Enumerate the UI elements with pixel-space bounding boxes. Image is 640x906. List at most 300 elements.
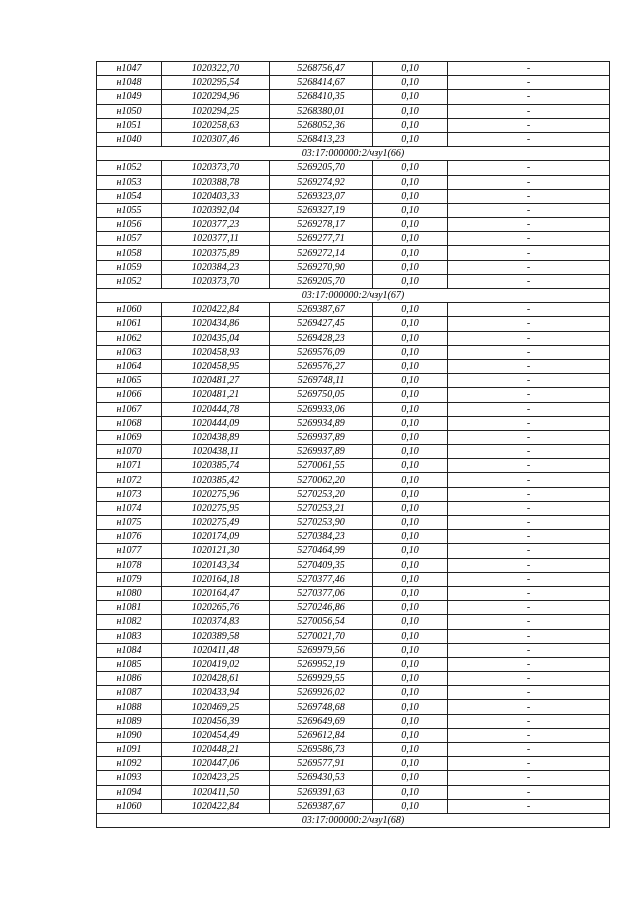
accuracy-cell: 0,10 [373,203,448,217]
table-row [97,601,610,615]
table-row [97,303,610,317]
y-coordinate-cell: 5269926,02 [270,686,373,700]
table-row [97,260,610,274]
table-row [97,714,610,728]
accuracy-cell: 0,10 [373,700,448,714]
description-cell: - [448,303,610,317]
point-name-cell: н1048 [97,76,162,90]
y-coordinate-cell: 5269937,89 [270,445,373,459]
x-coordinate-cell: 1020458,95 [162,359,270,373]
x-coordinate-cell: 1020469,25 [162,700,270,714]
y-coordinate-cell: 5268052,36 [270,118,373,132]
accuracy-cell: 0,10 [373,785,448,799]
y-coordinate-cell: 5269933,06 [270,402,373,416]
table-row [97,218,610,232]
description-cell: - [448,643,610,657]
table-row [97,558,610,572]
point-name-cell: н1057 [97,232,162,246]
description-cell: - [448,62,610,76]
table-row [97,189,610,203]
accuracy-cell: 0,10 [373,487,448,501]
point-name-cell: н1090 [97,728,162,742]
point-name-cell: н1087 [97,686,162,700]
point-name-cell: н1066 [97,388,162,402]
point-name-cell: н1064 [97,359,162,373]
accuracy-cell: 0,10 [373,672,448,686]
table-row [97,62,610,76]
point-name-cell: н1072 [97,473,162,487]
description-cell: - [448,132,610,146]
description-cell: - [448,104,610,118]
point-name-cell: н1060 [97,303,162,317]
y-coordinate-cell: 5270253,20 [270,487,373,501]
y-coordinate-cell: 5269270,90 [270,260,373,274]
accuracy-cell: 0,10 [373,104,448,118]
table-row [97,161,610,175]
point-name-cell: н1059 [97,260,162,274]
y-coordinate-cell: 5269612,84 [270,728,373,742]
description-cell: - [448,203,610,217]
table-row [97,430,610,444]
cadastral-number-cell: 03:17:000000:2/чзу1(66) [97,147,610,161]
accuracy-cell: 0,10 [373,303,448,317]
x-coordinate-cell: 1020454,49 [162,728,270,742]
description-cell: - [448,175,610,189]
description-cell: - [448,232,610,246]
x-coordinate-cell: 1020322,70 [162,62,270,76]
y-coordinate-cell: 5268756,47 [270,62,373,76]
accuracy-cell: 0,10 [373,218,448,232]
description-cell: - [448,686,610,700]
accuracy-cell: 0,10 [373,388,448,402]
point-name-cell: н1094 [97,785,162,799]
y-coordinate-cell: 5268410,35 [270,90,373,104]
table-row [97,672,610,686]
x-coordinate-cell: 1020456,39 [162,714,270,728]
x-coordinate-cell: 1020275,96 [162,487,270,501]
x-coordinate-cell: 1020447,06 [162,757,270,771]
accuracy-cell: 0,10 [373,430,448,444]
accuracy-cell: 0,10 [373,743,448,757]
x-coordinate-cell: 1020307,46 [162,132,270,146]
description-cell: - [448,615,610,629]
point-name-cell: н1077 [97,544,162,558]
x-coordinate-cell: 1020121,30 [162,544,270,558]
description-cell: - [448,487,610,501]
table-row [97,76,610,90]
accuracy-cell: 0,10 [373,345,448,359]
accuracy-cell: 0,10 [373,686,448,700]
point-name-cell: н1089 [97,714,162,728]
table-row [97,459,610,473]
y-coordinate-cell: 5270253,90 [270,516,373,530]
description-cell: - [448,757,610,771]
table-row [97,544,610,558]
x-coordinate-cell: 1020435,04 [162,331,270,345]
table-row [97,132,610,146]
point-name-cell: н1067 [97,402,162,416]
y-coordinate-cell: 5269934,89 [270,416,373,430]
point-name-cell: н1073 [97,487,162,501]
point-name-cell: н1078 [97,558,162,572]
table-row [97,388,610,402]
x-coordinate-cell: 1020373,70 [162,161,270,175]
point-name-cell: н1093 [97,771,162,785]
accuracy-cell: 0,10 [373,445,448,459]
point-name-cell: н1068 [97,416,162,430]
description-cell: - [448,700,610,714]
y-coordinate-cell: 5269430,53 [270,771,373,785]
y-coordinate-cell: 5270409,35 [270,558,373,572]
point-name-cell: н1076 [97,530,162,544]
y-coordinate-cell: 5269937,89 [270,430,373,444]
table-row [97,402,610,416]
y-coordinate-cell: 5270061,55 [270,459,373,473]
point-name-cell: н1088 [97,700,162,714]
table-row [97,118,610,132]
description-cell: - [448,359,610,373]
point-name-cell: н1069 [97,430,162,444]
y-coordinate-cell: 5269748,11 [270,374,373,388]
description-cell: - [448,459,610,473]
cadastral-number-cell: 03:17:000000:2/чзу1(68) [97,813,610,827]
point-name-cell: н1092 [97,757,162,771]
x-coordinate-cell: 1020433,94 [162,686,270,700]
description-cell: - [448,558,610,572]
y-coordinate-cell: 5270253,21 [270,501,373,515]
accuracy-cell: 0,10 [373,118,448,132]
table-row [97,700,610,714]
x-coordinate-cell: 1020422,84 [162,799,270,813]
y-coordinate-cell: 5268413,23 [270,132,373,146]
point-name-cell: н1056 [97,218,162,232]
point-name-cell: н1055 [97,203,162,217]
x-coordinate-cell: 1020444,09 [162,416,270,430]
table-row [97,246,610,260]
y-coordinate-cell: 5269576,09 [270,345,373,359]
accuracy-cell: 0,10 [373,359,448,373]
point-name-cell: н1079 [97,572,162,586]
y-coordinate-cell: 5269387,67 [270,799,373,813]
table-row [97,629,610,643]
x-coordinate-cell: 1020258,63 [162,118,270,132]
point-name-cell: н1081 [97,601,162,615]
description-cell: - [448,76,610,90]
x-coordinate-cell: 1020458,93 [162,345,270,359]
y-coordinate-cell: 5269391,63 [270,785,373,799]
x-coordinate-cell: 1020294,25 [162,104,270,118]
table-row [97,586,610,600]
accuracy-cell: 0,10 [373,615,448,629]
y-coordinate-cell: 5270377,06 [270,586,373,600]
table-row [97,90,610,104]
x-coordinate-cell: 1020275,49 [162,516,270,530]
point-name-cell: н1074 [97,501,162,515]
point-name-cell: н1050 [97,104,162,118]
x-coordinate-cell: 1020377,11 [162,232,270,246]
description-cell: - [448,317,610,331]
cadastral-section-row [97,813,610,827]
x-coordinate-cell: 1020373,70 [162,274,270,288]
table-row [97,615,610,629]
y-coordinate-cell: 5269750,05 [270,388,373,402]
y-coordinate-cell: 5269748,68 [270,700,373,714]
x-coordinate-cell: 1020384,23 [162,260,270,274]
x-coordinate-cell: 1020374,83 [162,615,270,629]
table-row [97,345,610,359]
accuracy-cell: 0,10 [373,757,448,771]
description-cell: - [448,657,610,671]
description-cell: - [448,473,610,487]
accuracy-cell: 0,10 [373,274,448,288]
description-cell: - [448,771,610,785]
accuracy-cell: 0,10 [373,643,448,657]
table-row [97,743,610,757]
y-coordinate-cell: 5268380,01 [270,104,373,118]
accuracy-cell: 0,10 [373,175,448,189]
x-coordinate-cell: 1020419,02 [162,657,270,671]
table-row [97,728,610,742]
point-name-cell: н1047 [97,62,162,76]
accuracy-cell: 0,10 [373,530,448,544]
y-coordinate-cell: 5269649,69 [270,714,373,728]
accuracy-cell: 0,10 [373,331,448,345]
table-row [97,232,610,246]
accuracy-cell: 0,10 [373,132,448,146]
point-name-cell: н1080 [97,586,162,600]
accuracy-cell: 0,10 [373,90,448,104]
table-row [97,203,610,217]
point-name-cell: н1054 [97,189,162,203]
y-coordinate-cell: 5269979,56 [270,643,373,657]
cadastral-number-cell: 03:17:000000:2/чзу1(67) [97,289,610,303]
accuracy-cell: 0,10 [373,714,448,728]
description-cell: - [448,402,610,416]
description-cell: - [448,743,610,757]
description-cell: - [448,118,610,132]
accuracy-cell: 0,10 [373,473,448,487]
x-coordinate-cell: 1020265,76 [162,601,270,615]
description-cell: - [448,572,610,586]
point-name-cell: н1052 [97,161,162,175]
description-cell: - [448,345,610,359]
y-coordinate-cell: 5269277,71 [270,232,373,246]
description-cell: - [448,189,610,203]
accuracy-cell: 0,10 [373,572,448,586]
x-coordinate-cell: 1020174,09 [162,530,270,544]
accuracy-cell: 0,10 [373,374,448,388]
point-name-cell: н1053 [97,175,162,189]
x-coordinate-cell: 1020295,54 [162,76,270,90]
point-name-cell: н1084 [97,643,162,657]
x-coordinate-cell: 1020392,04 [162,203,270,217]
description-cell: - [448,274,610,288]
table-row [97,416,610,430]
x-coordinate-cell: 1020444,78 [162,402,270,416]
coordinates-table [96,61,610,828]
x-coordinate-cell: 1020388,78 [162,175,270,189]
description-cell: - [448,586,610,600]
accuracy-cell: 0,10 [373,246,448,260]
description-cell: - [448,218,610,232]
y-coordinate-cell: 5269323,07 [270,189,373,203]
table-row [97,643,610,657]
table-row [97,501,610,515]
y-coordinate-cell: 5269205,70 [270,274,373,288]
accuracy-cell: 0,10 [373,558,448,572]
description-cell: - [448,672,610,686]
description-cell: - [448,601,610,615]
description-cell: - [448,714,610,728]
y-coordinate-cell: 5269274,92 [270,175,373,189]
description-cell: - [448,430,610,444]
description-cell: - [448,501,610,515]
x-coordinate-cell: 1020389,58 [162,629,270,643]
accuracy-cell: 0,10 [373,629,448,643]
accuracy-cell: 0,10 [373,317,448,331]
point-name-cell: н1061 [97,317,162,331]
y-coordinate-cell: 5270384,23 [270,530,373,544]
table-row [97,374,610,388]
table-row [97,317,610,331]
table-row [97,331,610,345]
point-name-cell: н1049 [97,90,162,104]
description-cell: - [448,785,610,799]
y-coordinate-cell: 5269327,19 [270,203,373,217]
coordinates-table-body [97,62,610,828]
y-coordinate-cell: 5269387,67 [270,303,373,317]
point-name-cell: н1040 [97,132,162,146]
x-coordinate-cell: 1020423,25 [162,771,270,785]
accuracy-cell: 0,10 [373,459,448,473]
y-coordinate-cell: 5268414,67 [270,76,373,90]
x-coordinate-cell: 1020434,86 [162,317,270,331]
table-row [97,657,610,671]
point-name-cell: н1052 [97,274,162,288]
x-coordinate-cell: 1020411,50 [162,785,270,799]
y-coordinate-cell: 5269272,14 [270,246,373,260]
x-coordinate-cell: 1020275,95 [162,501,270,515]
y-coordinate-cell: 5270464,99 [270,544,373,558]
description-cell: - [448,544,610,558]
y-coordinate-cell: 5269586,73 [270,743,373,757]
accuracy-cell: 0,10 [373,771,448,785]
point-name-cell: н1082 [97,615,162,629]
x-coordinate-cell: 1020164,47 [162,586,270,600]
table-row [97,175,610,189]
x-coordinate-cell: 1020481,27 [162,374,270,388]
y-coordinate-cell: 5269577,91 [270,757,373,771]
y-coordinate-cell: 5270021,70 [270,629,373,643]
cadastral-section-row [97,289,610,303]
point-name-cell: н1091 [97,743,162,757]
accuracy-cell: 0,10 [373,402,448,416]
y-coordinate-cell: 5269427,45 [270,317,373,331]
accuracy-cell: 0,10 [373,728,448,742]
description-cell: - [448,530,610,544]
description-cell: - [448,246,610,260]
accuracy-cell: 0,10 [373,260,448,274]
accuracy-cell: 0,10 [373,416,448,430]
x-coordinate-cell: 1020143,34 [162,558,270,572]
y-coordinate-cell: 5270056,54 [270,615,373,629]
accuracy-cell: 0,10 [373,601,448,615]
x-coordinate-cell: 1020422,84 [162,303,270,317]
x-coordinate-cell: 1020438,11 [162,445,270,459]
point-name-cell: н1063 [97,345,162,359]
x-coordinate-cell: 1020481,21 [162,388,270,402]
accuracy-cell: 0,10 [373,544,448,558]
table-row [97,530,610,544]
description-cell: - [448,728,610,742]
description-cell: - [448,416,610,430]
accuracy-cell: 0,10 [373,62,448,76]
y-coordinate-cell: 5269929,55 [270,672,373,686]
table-row [97,359,610,373]
point-name-cell: н1065 [97,374,162,388]
y-coordinate-cell: 5269278,17 [270,218,373,232]
table-row [97,445,610,459]
description-cell: - [448,90,610,104]
table-row [97,771,610,785]
x-coordinate-cell: 1020294,96 [162,90,270,104]
x-coordinate-cell: 1020375,89 [162,246,270,260]
point-name-cell: н1058 [97,246,162,260]
table-row [97,487,610,501]
x-coordinate-cell: 1020438,89 [162,430,270,444]
accuracy-cell: 0,10 [373,161,448,175]
cadastral-section-row [97,147,610,161]
accuracy-cell: 0,10 [373,501,448,515]
table-row [97,686,610,700]
table-row [97,785,610,799]
description-cell: - [448,516,610,530]
accuracy-cell: 0,10 [373,799,448,813]
point-name-cell: н1062 [97,331,162,345]
table-row [97,104,610,118]
x-coordinate-cell: 1020164,18 [162,572,270,586]
accuracy-cell: 0,10 [373,657,448,671]
x-coordinate-cell: 1020403,33 [162,189,270,203]
y-coordinate-cell: 5270377,46 [270,572,373,586]
x-coordinate-cell: 1020385,42 [162,473,270,487]
description-cell: - [448,629,610,643]
point-name-cell: н1083 [97,629,162,643]
y-coordinate-cell: 5269205,70 [270,161,373,175]
point-name-cell: н1070 [97,445,162,459]
point-name-cell: н1071 [97,459,162,473]
point-name-cell: н1085 [97,657,162,671]
description-cell: - [448,161,610,175]
accuracy-cell: 0,10 [373,232,448,246]
point-name-cell: н1086 [97,672,162,686]
point-name-cell: н1075 [97,516,162,530]
accuracy-cell: 0,10 [373,189,448,203]
table-row [97,473,610,487]
x-coordinate-cell: 1020428,61 [162,672,270,686]
y-coordinate-cell: 5269952,19 [270,657,373,671]
description-cell: - [448,799,610,813]
y-coordinate-cell: 5270062,20 [270,473,373,487]
accuracy-cell: 0,10 [373,76,448,90]
y-coordinate-cell: 5269428,23 [270,331,373,345]
description-cell: - [448,260,610,274]
description-cell: - [448,374,610,388]
y-coordinate-cell: 5269576,27 [270,359,373,373]
point-name-cell: н1060 [97,799,162,813]
table-row [97,757,610,771]
description-cell: - [448,331,610,345]
